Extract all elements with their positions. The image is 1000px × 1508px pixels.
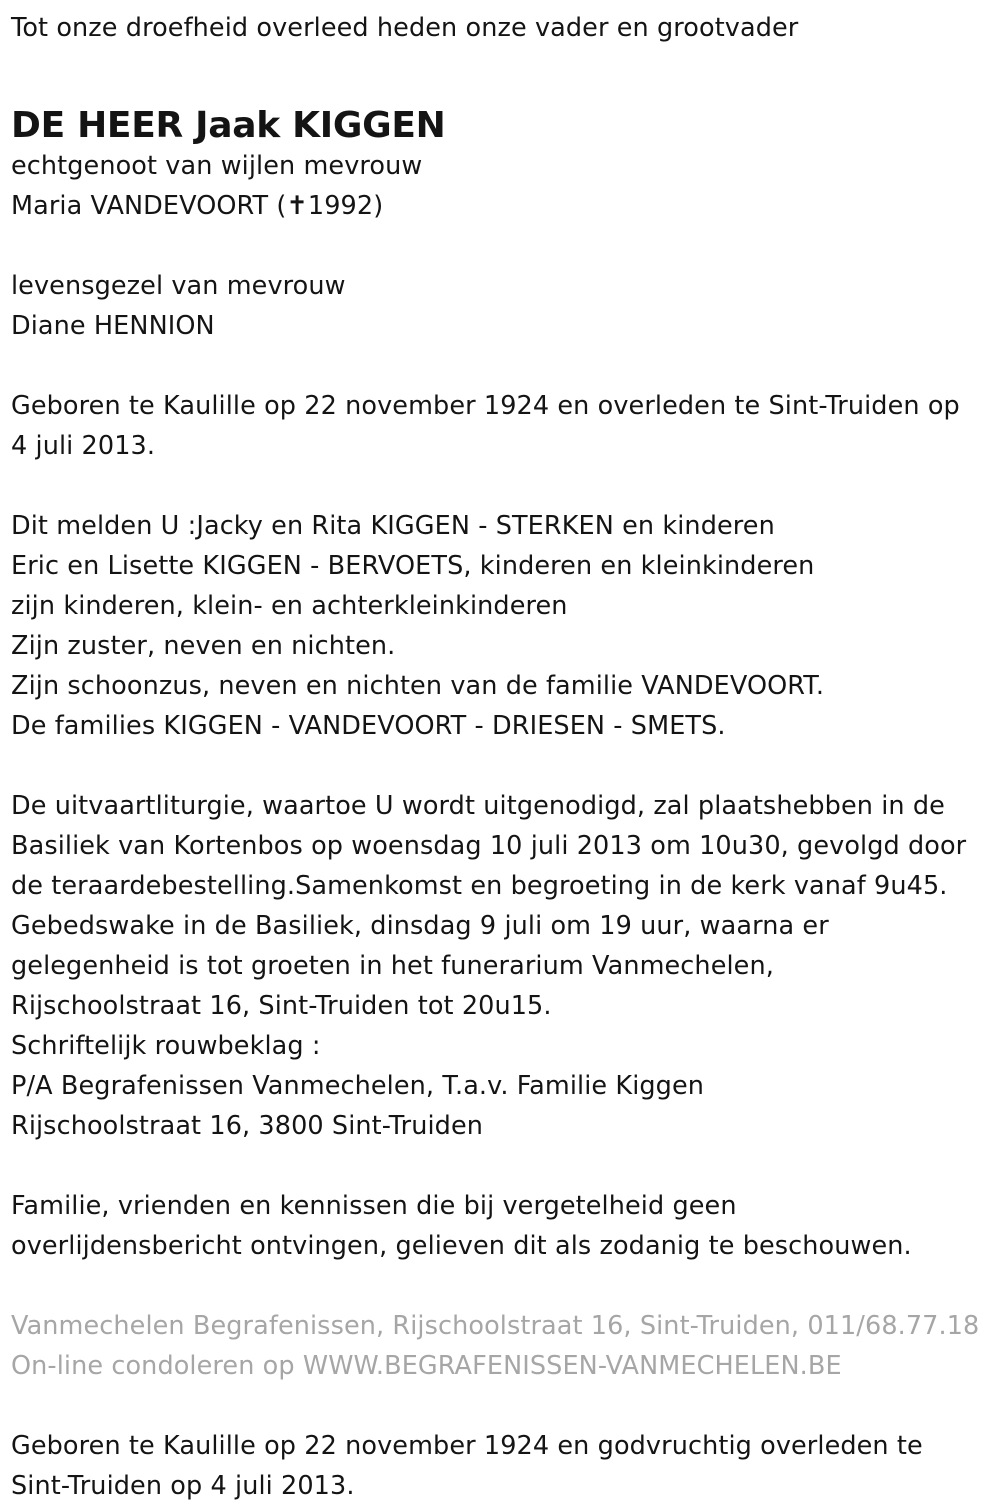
family-line: De families KIGGEN - VANDEVOORT - DRIESEN - SMETS. [11,711,726,741]
spouse-line: echtgenoot van wijlen mevrouw [11,151,423,181]
funeral-line: Rijschoolstraat 16, Sint-Truiden tot 20u15. [11,991,552,1021]
partner-line: levensgezel van mevrouw [11,271,346,301]
funeral-line: Rijschoolstraat 16, 3800 Sint-Truiden [11,1111,484,1141]
obituary-notice [11,0,994,1506]
closing-line: Sint-Truiden op 4 juli 2013. [11,1471,355,1501]
birth-death-line: 4 juli 2013. [11,431,156,461]
funeral-line: de teraardebestelling.Samenkomst en begroeting in de kerk vanaf 9u45. [11,871,948,901]
partner-name: Diane HENNION [11,311,215,341]
funeral-line: De uitvaartliturgie, waartoe U wordt uitgenodigd, zal plaatshebben in de [11,791,945,821]
birth-death-line: Geboren te Kaulille op 22 november 1924 en overleden te Sint-Truiden op [11,391,960,421]
notice-line: overlijdensbericht ontvingen, gelieven dit als zodanig te beschouwen. [11,1231,912,1261]
closing-line: Geboren te Kaulille op 22 november 1924 en godvruchtig overleden te [11,1431,923,1461]
notice-line: Familie, vrienden en kennissen die bij vergetelheid geen [11,1191,737,1221]
funeral-line: Gebedswake in de Basiliek, dinsdag 9 juli om 19 uur, waarna er [11,911,829,941]
deceased-name: DE HEER Jaak KIGGEN [11,105,446,146]
condolence-footer: On-line condoleren op WWW.BEGRAFENISSEN-VANMECHELEN.BE [11,1351,842,1381]
undertaker-footer: Vanmechelen Begrafenissen, Rijschoolstraat 16, Sint-Truiden, 011/68.77.18 [11,1311,980,1341]
family-line: Zijn schoonzus, neven en nichten van de familie VANDEVOORT. [11,671,825,701]
funeral-line: P/A Begrafenissen Vanmechelen, T.a.v. Familie Kiggen [11,1071,705,1101]
family-line: Dit melden U :Jacky en Rita KIGGEN - STERKEN en kinderen [11,511,775,541]
intro-text: Tot onze droefheid overleed heden onze vader en grootvader [11,13,799,43]
funeral-line: gelegenheid is tot groeten in het funerarium Vanmechelen, [11,951,774,981]
family-line: zijn kinderen, klein- en achterkleinkinderen [11,591,568,621]
family-line: Zijn zuster, neven en nichten. [11,631,396,661]
family-line: Eric en Lisette KIGGEN - BERVOETS, kinderen en kleinkinderen [11,551,815,581]
funeral-line: Basiliek van Kortenbos op woensdag 10 juli 2013 om 10u30, gevolgd door [11,831,967,861]
spouse-name: Maria VANDEVOORT (✝1992) [11,191,384,221]
funeral-line: Schriftelijk rouwbeklag : [11,1031,321,1061]
